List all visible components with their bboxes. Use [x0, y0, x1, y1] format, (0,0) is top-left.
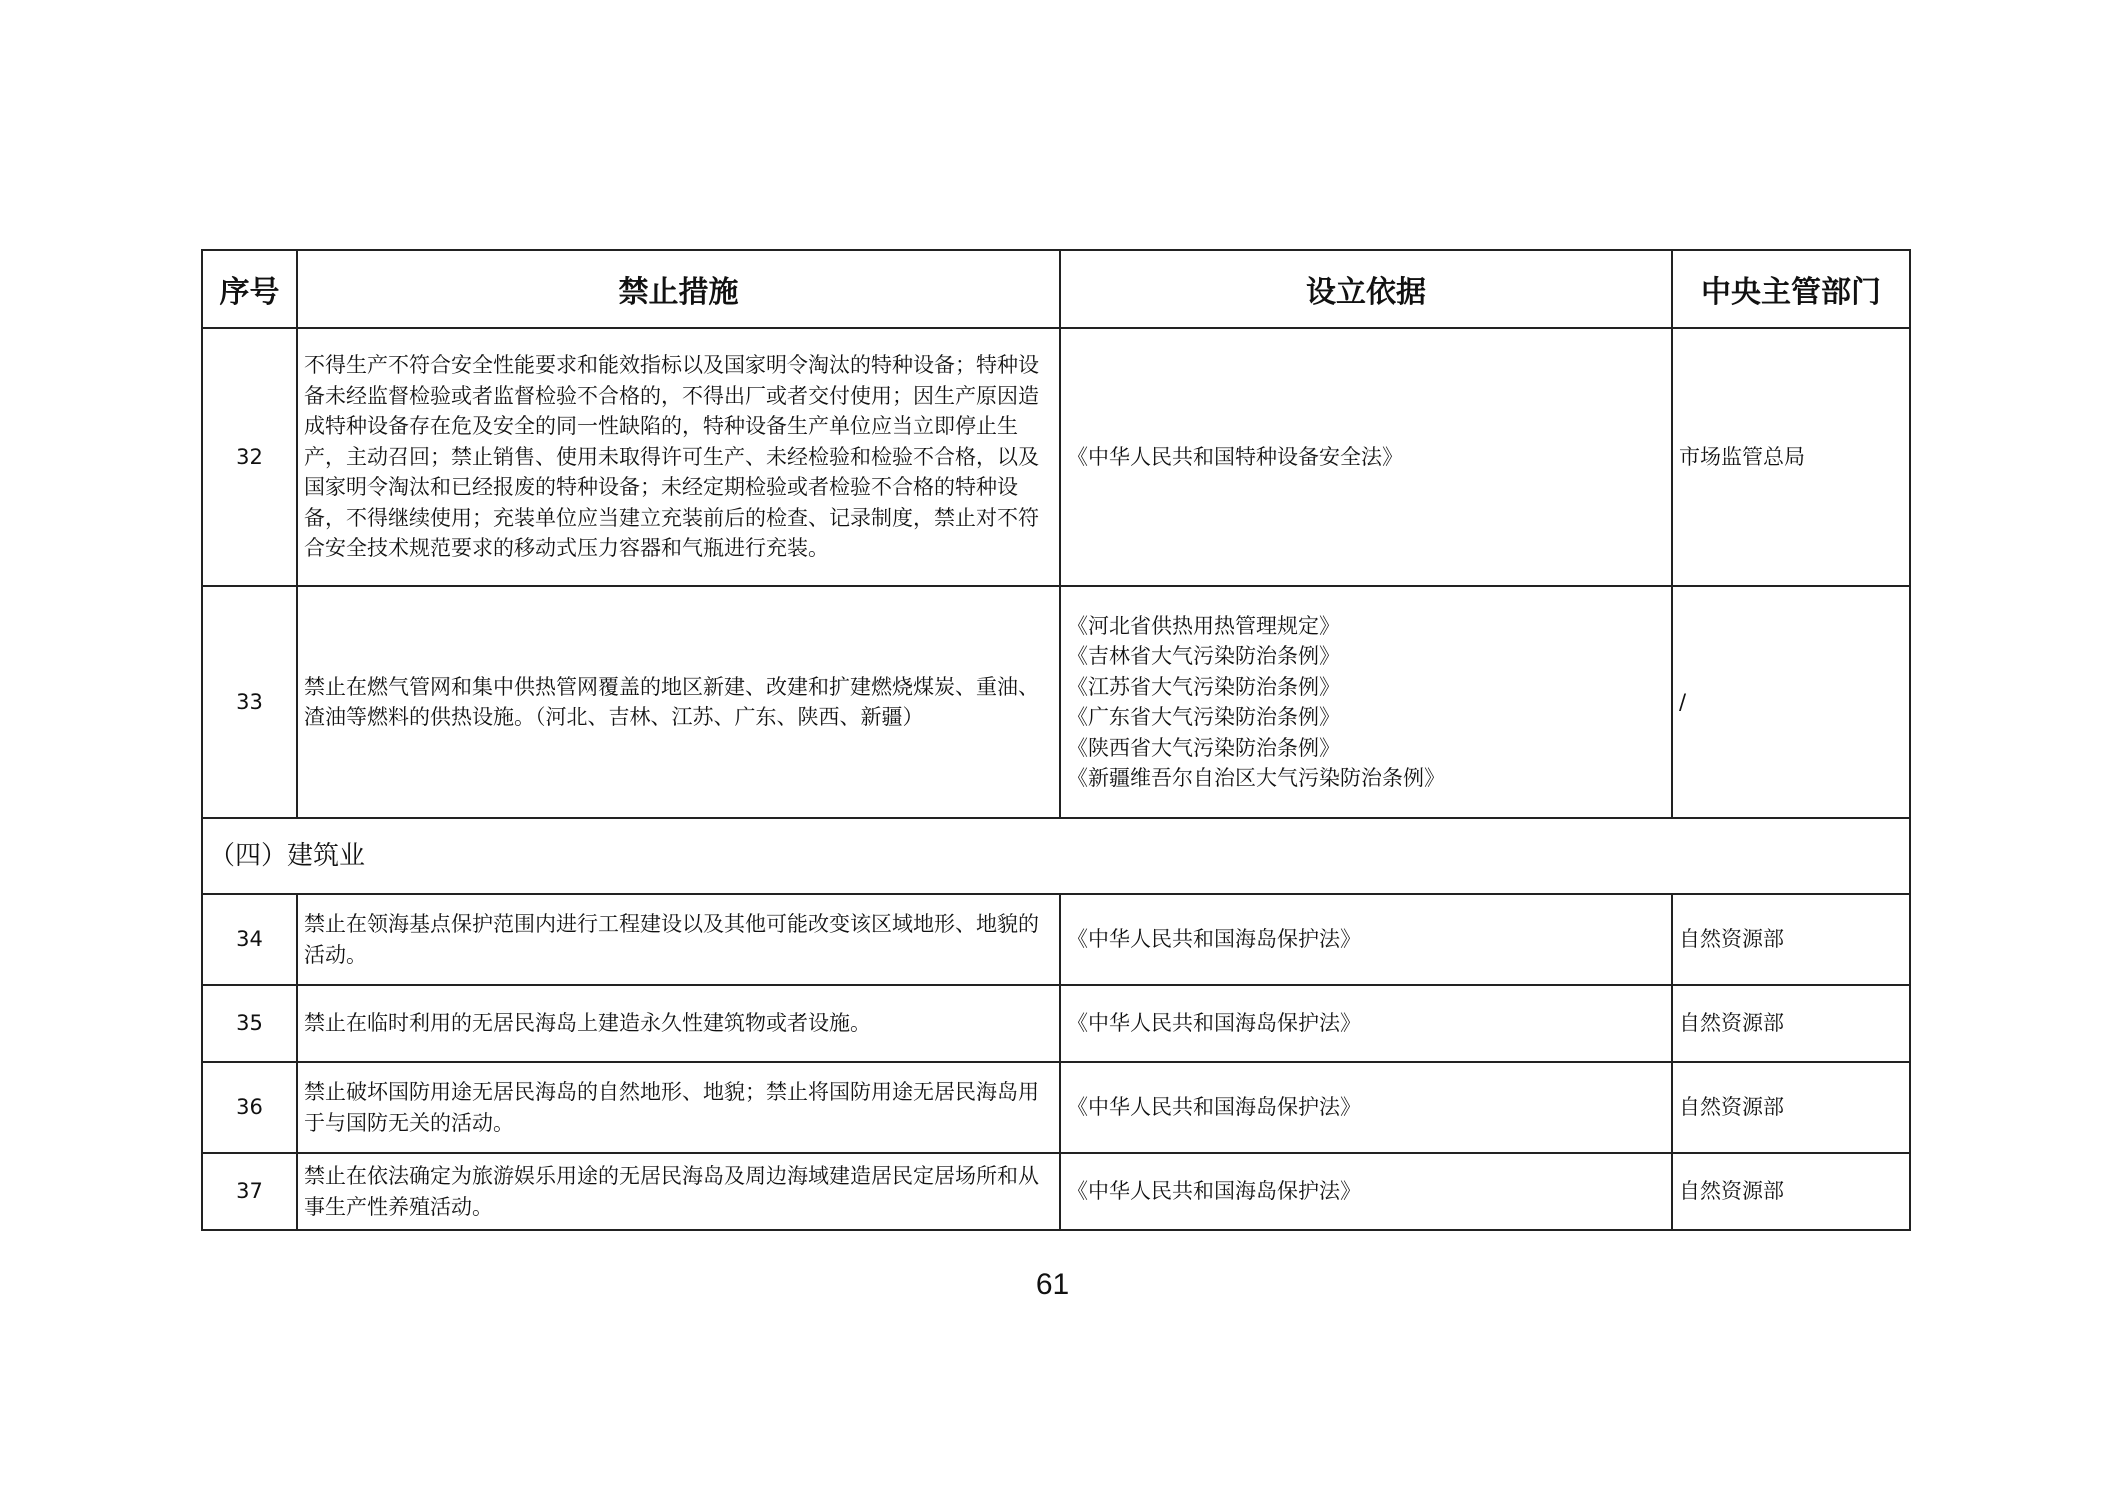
row-measure: 不得生产不符合安全性能要求和能效指标以及国家明令淘汰的特种设备；特种设备未经监督检验或者监督检验不合格的，不得出厂或者交付使用；因生产原因造成特种设备存在危及安全的同一性缺陷的，特种设备生产单位应当立即停止生产，主动召回；禁止销售、使用未取得许可生产、未经检验和检验不合格，以及国家明令淘汰和已经报废的特种设备；未经定期检验或者检验不合格的特种设备，不得继续使用；充装单位应当建立充装前后的检查、记录制度，禁止对不符合安全技术规范要求的移动式压力容器和气瓶进行充装。: [297, 328, 1060, 586]
section-title: （四）建筑业: [202, 818, 1910, 894]
basis-item: 《新疆维吾尔自治区大气污染防治条例》: [1067, 766, 1445, 790]
row-dept: 自然资源部: [1672, 985, 1910, 1062]
row-basis: 《中华人民共和国海岛保护法》: [1060, 894, 1672, 985]
row-measure: 禁止在临时利用的无居民海岛上建造永久性建筑物或者设施。: [297, 985, 1060, 1062]
section-row: [202, 818, 1910, 894]
header-dept: 中央主管部门: [1672, 250, 1910, 328]
header-row: [202, 250, 1910, 328]
row-dept: 自然资源部: [1672, 894, 1910, 985]
row-measure: 禁止在依法确定为旅游娱乐用途的无居民海岛及周边海域建造居民定居场所和从事生产性养殖活动。: [297, 1153, 1060, 1230]
row-number: 34: [202, 894, 297, 985]
table-row: [202, 1153, 1910, 1230]
row-number: 37: [202, 1153, 297, 1230]
row-measure: 禁止在领海基点保护范围内进行工程建设以及其他可能改变该区域地形、地貌的活动。: [297, 894, 1060, 985]
basis-item: 《广东省大气污染防治条例》: [1067, 705, 1340, 729]
table-row: [202, 328, 1910, 586]
row-basis: 《中华人民共和国特种设备安全法》: [1060, 328, 1672, 586]
page-number: 61: [1035, 1268, 1070, 1301]
row-dept: 自然资源部: [1672, 1062, 1910, 1153]
header-basis: 设立依据: [1060, 250, 1672, 328]
table-row: [202, 1062, 1910, 1153]
header-measure: 禁止措施: [297, 250, 1060, 328]
row-measure: 禁止破坏国防用途无居民海岛的自然地形、地貌；禁止将国防用途无居民海岛用于与国防无关的活动。: [297, 1062, 1060, 1153]
basis-item: 《陕西省大气污染防治条例》: [1067, 735, 1340, 760]
row-number: 36: [202, 1062, 297, 1153]
basis-item: 《吉林省大气污染防治条例》: [1067, 644, 1340, 668]
prohibition-table: [201, 249, 1911, 1231]
header-num: 序号: [202, 250, 297, 328]
basis-item: 《河北省供热用热管理规定》: [1067, 613, 1340, 638]
table-row: [202, 894, 1910, 985]
row-basis: 《中华人民共和国海岛保护法》: [1060, 1062, 1672, 1153]
row-dept: /: [1672, 586, 1910, 818]
table-row: [202, 985, 1910, 1062]
row-dept: 自然资源部: [1672, 1153, 1910, 1230]
row-number: 33: [202, 586, 297, 818]
row-basis-list: [1060, 586, 1672, 818]
row-number: 32: [202, 328, 297, 586]
row-number: 35: [202, 985, 297, 1062]
row-dept: 市场监管总局: [1672, 328, 1910, 586]
row-basis: 《中华人民共和国海岛保护法》: [1060, 985, 1672, 1062]
basis-item: 《江苏省大气污染防治条例》: [1067, 674, 1340, 699]
row-measure: 禁止在燃气管网和集中供热管网覆盖的地区新建、改建和扩建燃烧煤炭、重油、渣油等燃料的供热设施。（河北、吉林、江苏、广东、陕西、新疆）: [297, 586, 1060, 818]
row-basis: 《中华人民共和国海岛保护法》: [1060, 1153, 1672, 1230]
table-row: [202, 586, 1910, 818]
